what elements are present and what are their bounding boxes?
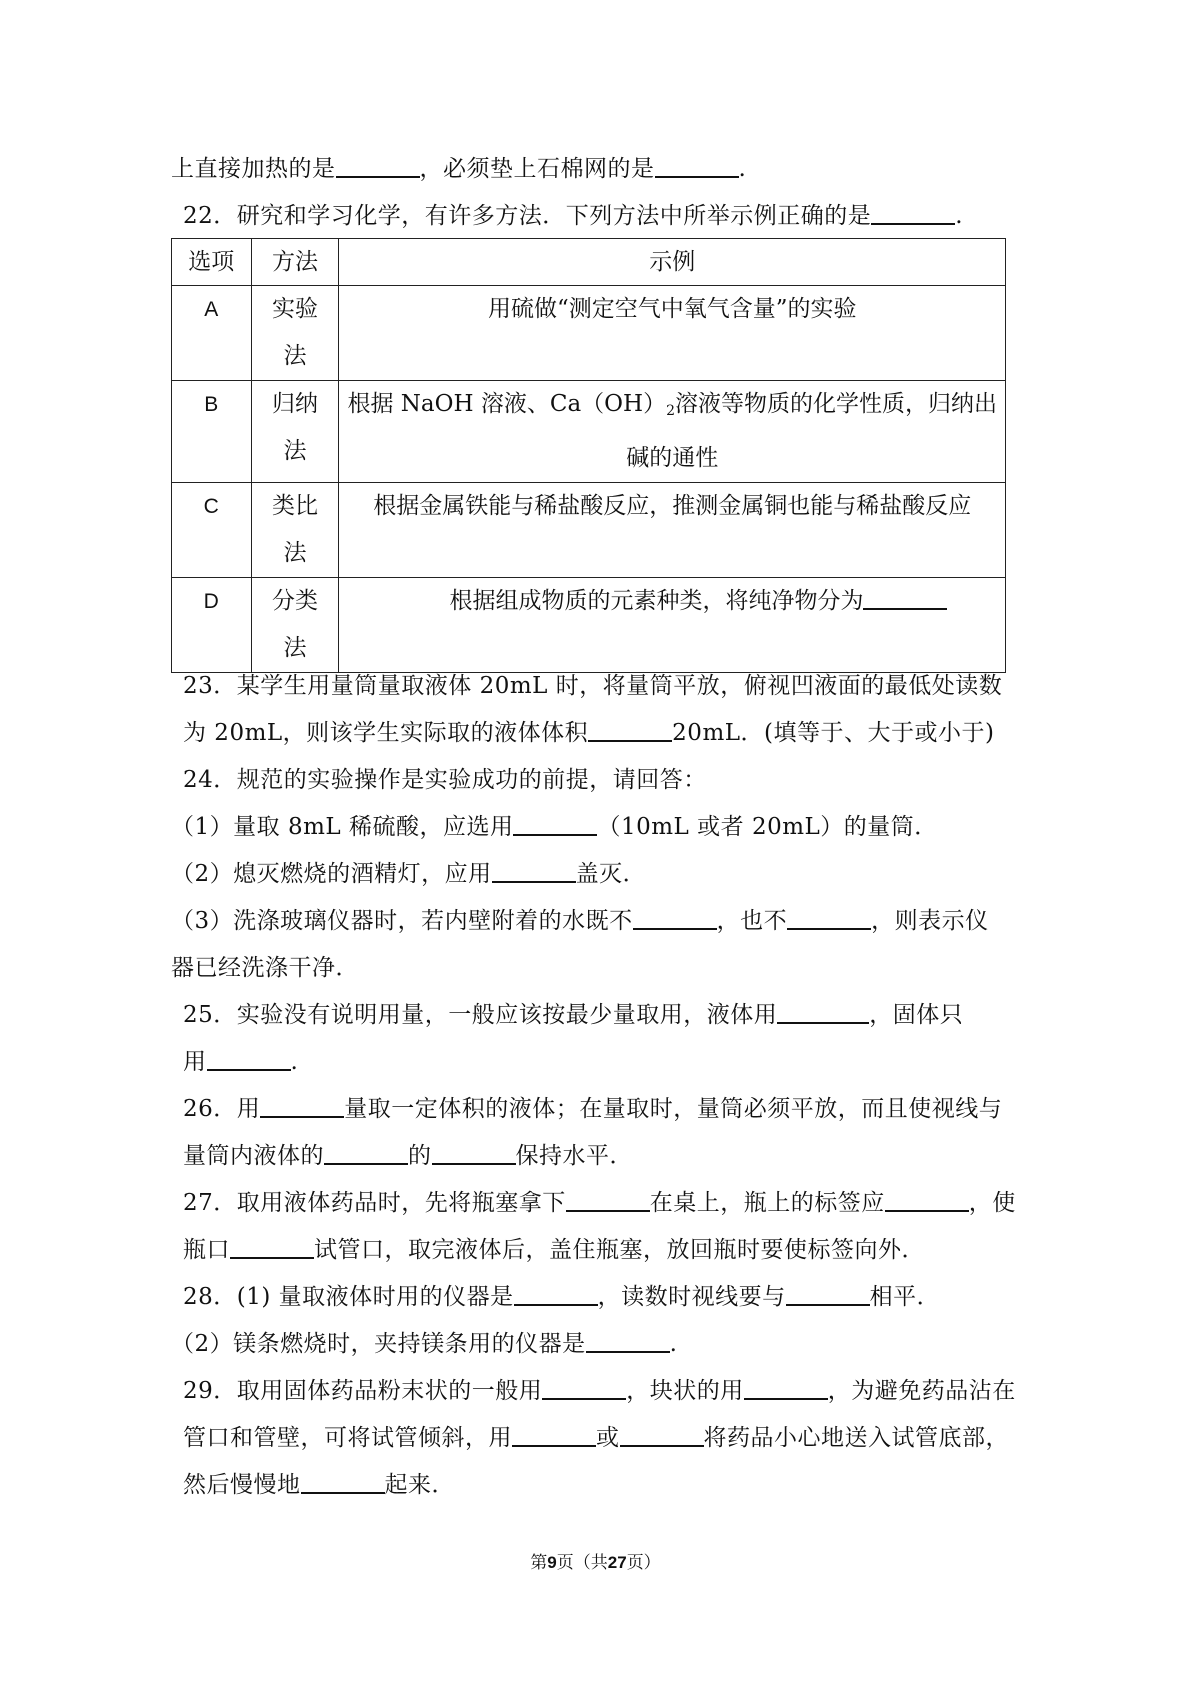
blank[interactable]	[885, 1186, 969, 1212]
blank[interactable]	[324, 1139, 408, 1165]
blank[interactable]	[863, 584, 947, 610]
table-row	[172, 286, 1006, 381]
header-option: 选项	[172, 239, 252, 286]
table-header-row	[172, 239, 1006, 286]
blank[interactable]	[230, 1233, 314, 1259]
blank[interactable]	[432, 1139, 516, 1165]
q26-line2: 量筒内液体的 的 保持水平．	[183, 1133, 1023, 1180]
q29-line2: 管口和管壁，可将试管倾斜，用 或 将药品小心地送入试管底部，	[183, 1415, 1023, 1462]
q24-stem: 24．规范的实验操作是实验成功的前提，请回答：	[183, 767, 707, 793]
method-a: 实验 法	[251, 286, 339, 381]
q23-line1: 23．某学生用量筒量取液体 20mL 时，将量筒平放，俯视凹液面的最低处读数	[183, 673, 1003, 699]
blank[interactable]	[786, 1280, 870, 1306]
page-footer: 第9页（共27页）	[530, 1553, 661, 1573]
blank[interactable]	[566, 1186, 650, 1212]
q27-line2: 瓶口 试管口，取完液体后，盖住瓶塞，放回瓶时要使标签向外．	[183, 1227, 1023, 1274]
blank[interactable]	[633, 904, 717, 930]
q29-line1: 29．取用固体药品粉末状的一般用 ，块状的用 ，为避免药品沾在	[183, 1368, 1023, 1415]
blank[interactable]	[336, 152, 420, 178]
blank[interactable]	[492, 857, 576, 883]
method-d: 分类 法	[251, 578, 339, 673]
blank[interactable]	[787, 904, 871, 930]
blank[interactable]	[260, 1092, 344, 1118]
methods-table	[171, 238, 1006, 673]
blank[interactable]	[777, 998, 869, 1024]
questions-continued	[171, 663, 1023, 1509]
blank[interactable]	[655, 152, 739, 178]
q25-line1: 25．实验没有说明用量，一般应该按最少量取用，液体用 ，固体只	[183, 992, 1023, 1039]
option-b: B	[172, 381, 252, 483]
q24-part3-cont: 器已经洗涤干净．	[171, 955, 359, 981]
page-total: 27	[607, 1553, 627, 1572]
q25-line2: 用 .	[183, 1039, 1023, 1086]
blank[interactable]	[514, 1280, 598, 1306]
table-row	[172, 578, 1006, 673]
q28-line2: （2）镁条燃烧时，夹持镁条用的仪器是 .	[171, 1321, 1023, 1368]
q21-tail: 上直接加热的是 ，必须垫上石棉网的是 .	[171, 146, 1023, 193]
option-d: D	[172, 578, 252, 673]
q28-line1: 28．(1) 量取液体时用的仪器是 ，读数时视线要与 相平．	[183, 1274, 1023, 1321]
q24-part2: （2）熄灭燃烧的酒精灯，应用 盖灭．	[171, 851, 1023, 898]
blank[interactable]	[207, 1045, 291, 1071]
example-c: 根据金属铁能与稀盐酸反应，推测金属铜也能与稀盐酸反应	[339, 483, 1006, 578]
example-b: 根据 NaOH 溶液、$Ca(OH)_2$溶液等物质的化学性质，归纳出 碱的通性	[339, 381, 1006, 483]
example-d: 根据组成物质的元素种类，将纯净物分为	[339, 578, 1006, 673]
option-c: C	[172, 483, 252, 578]
method-b: 归纳 法	[251, 381, 339, 483]
header-example: 示例	[339, 239, 1006, 286]
option-a: A	[172, 286, 252, 381]
q24-part1: （1）量取 8mL 稀硫酸，应选用 （10mL 或者 20mL）的量筒．	[171, 804, 1023, 851]
header-method: 方法	[251, 239, 339, 286]
blank[interactable]	[744, 1374, 828, 1400]
blank[interactable]	[513, 810, 597, 836]
example-a: 用硫做“测定空气中氧气含量”的实验	[339, 286, 1006, 381]
table-row	[172, 483, 1006, 578]
q23-line2: 为 20mL，则该学生实际取的液体体积 20mL．(填等于、大于或小于)	[183, 710, 1023, 757]
q29-line3: 然后慢慢地 起来．	[183, 1462, 1023, 1509]
q24-part3: （3）洗涤玻璃仪器时，若内壁附着的水既不 ，也不 ，则表示仪	[171, 898, 1023, 945]
blank[interactable]	[620, 1421, 704, 1447]
table-row	[172, 381, 1006, 483]
blank[interactable]	[871, 199, 955, 225]
blank[interactable]	[301, 1468, 385, 1494]
q27-line1: 27．取用液体药品时，先将瓶塞拿下 在桌上，瓶上的标签应 ，使	[183, 1180, 1023, 1227]
blank[interactable]	[542, 1374, 626, 1400]
page-number: 9	[547, 1553, 557, 1572]
blank[interactable]	[586, 1327, 670, 1353]
q22-stem: 22．研究和学习化学，有许多方法．下列方法中所举示例正确的是 .	[183, 193, 1023, 240]
blank[interactable]	[512, 1421, 596, 1447]
q26-line1: 26．用 量取一定体积的液体；在量取时，量筒必须平放，而且使视线与	[183, 1086, 1023, 1133]
blank[interactable]	[588, 716, 672, 742]
method-c: 类比 法	[251, 483, 339, 578]
question-text	[171, 146, 1023, 240]
